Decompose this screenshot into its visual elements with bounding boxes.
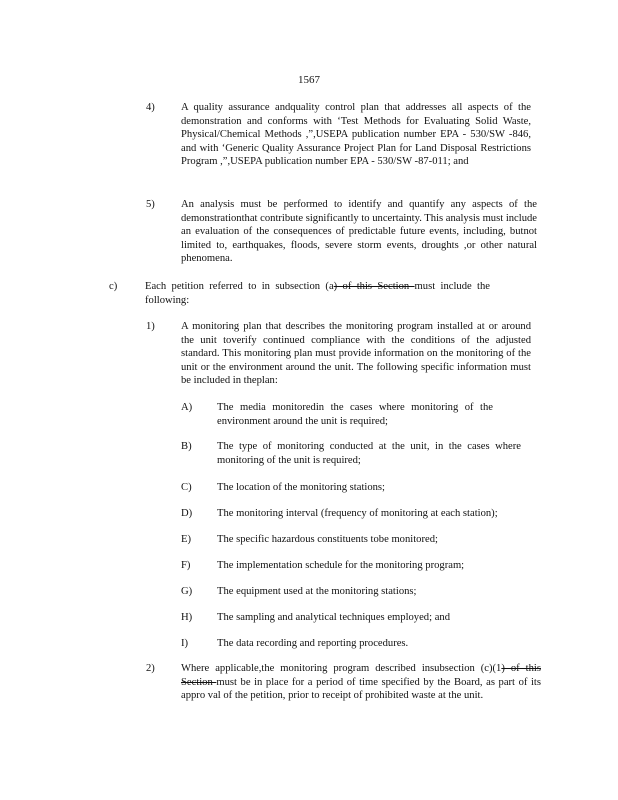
item-text-5: An analysis must be performed to identify and quantify any aspects of the demonstrationthat contribute significantly to uncertainty. This analysis must include an evaluation of the consequences of predictable future events, including, butnot limited to, earthquakes, floods, severe storm events, droughts ,or other natural phenomena. [181,199,537,265]
subitem-text-c: The location of the monitoring stations; [217,482,385,493]
subitem-label-c: C) [181,482,192,493]
subitem-text-g: The equipment used at the monitoring stations; [217,586,417,597]
subitem-label-f: F) [181,560,191,571]
subitem-label-a: A) [181,402,193,413]
item-text-2-before: Where applicable,the monitoring program described insubsection (c)(1 [181,663,502,674]
item-label-2: 2) [146,663,155,674]
struck-text-2: ) of this Section [181,663,541,688]
subitem-text-f: The implementation schedule for the monitoring program; [217,560,465,571]
struck-text-c: ) of this Section [333,281,415,292]
item-text-2-after: must be in place for a period of time specified by the Board, as part of its appro val of the petition, prior to receipt of prohibited waste at the unit. [181,676,541,702]
item-label-c: c) [109,281,118,292]
item-label-4: 4) [146,102,155,113]
subitem-text-d: The monitoring interval (frequency of monitoring at each station); [217,508,498,519]
subitem-label-g: G) [181,586,193,597]
item-text-c [145,280,490,307]
subitem-text-i: The data recording and reporting procedures. [217,638,409,649]
subitem-label-h: H) [181,612,193,623]
item-text-c-after: must include the following: [145,281,490,306]
subitem-label-b: B) [181,441,192,452]
subitem-label-d: D) [181,508,193,519]
subitem-text-e: The specific hazardous constituents tobe monitored; [217,534,438,545]
subitem-label-i: I) [181,638,189,649]
item-text-1: A monitoring plan that describes the monitoring program installed at or around the unit toverify continued compliance with the conditions of the adjusted standard. This monitoring plan must provide information on the monitoring of the unit or the environment around the unit. The following specific information must be included in theplan: [181,321,531,387]
item-text-2 [181,662,541,703]
subitem-text-b: The type of monitoring conducted at the unit, in the cases where monitoring of the unit is required; [217,441,521,466]
item-text-c-before: Each petition referred to in subsection (a [145,281,334,292]
page-number: 1567 [298,74,320,86]
item-label-5: 5) [146,199,155,210]
subitem-text-a: The media monitoredin the cases where monitoring of the environment around the unit is required; [217,402,493,427]
subitem-text-h: The sampling and analytical techniques employed; and [217,612,450,623]
item-text-4: A quality assurance andquality control plan that addresses all aspects of the demonstration and conforms with ‘Test Methods for Evaluating Solid Waste, Physical/Chemical Methods ,”,USEPA publication number EPA - 530/SW -846, and with ‘Generic Quality Assurance Project Plan for Land Disposal Restrictions Program ,”,USEPA publication number EPA - 530/SW -87-011; and [181,102,531,168]
item-label-1: 1) [146,321,155,332]
subitem-label-e: E) [181,534,191,545]
